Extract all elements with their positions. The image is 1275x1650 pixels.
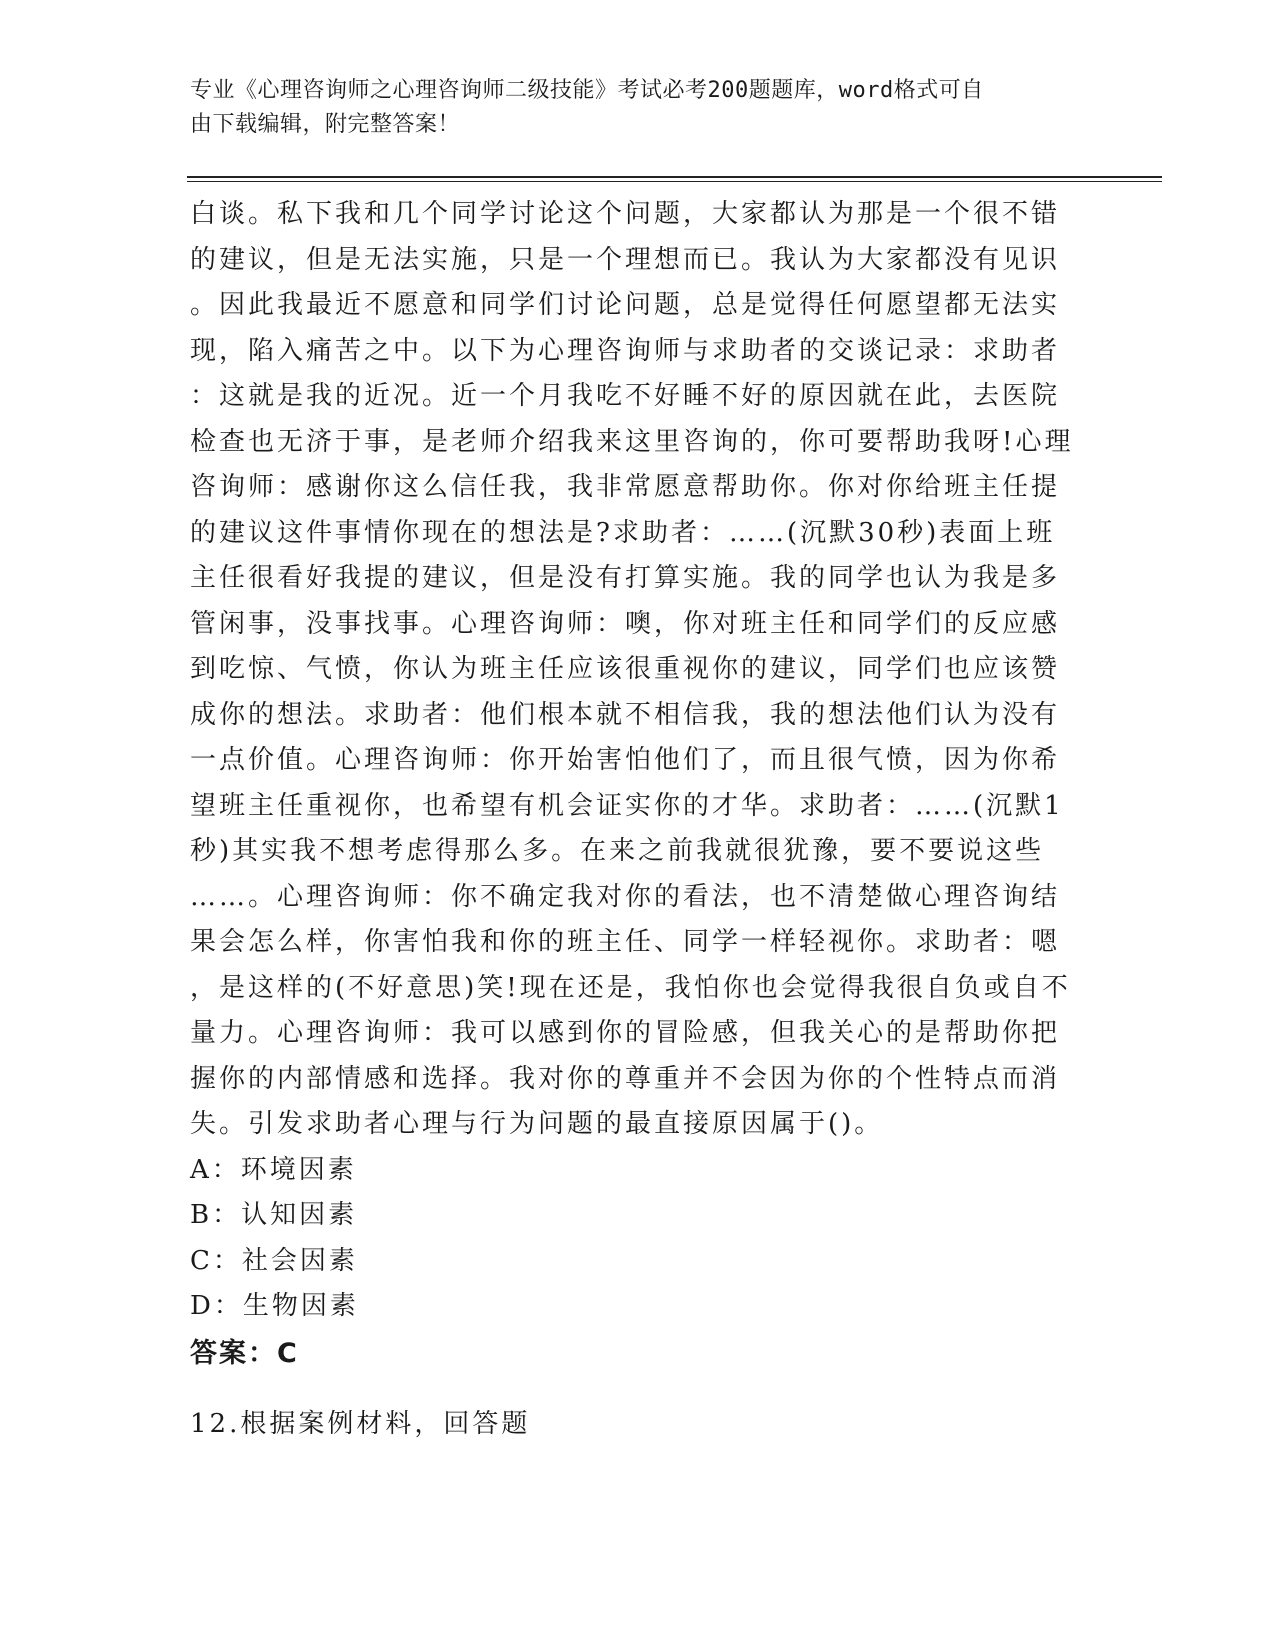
- body-line: 管闲事，没事找事。心理咨询师：噢，你对班主任和同学们的反应感: [190, 608, 1061, 639]
- option-d: D：生物因素: [190, 1291, 359, 1321]
- body-line: 检查也无济于事，是老师介绍我来这里咨询的，你可要帮助我呀!心理: [190, 426, 1074, 457]
- body-line: 。因此我最近不愿意和同学们讨论问题，总是觉得任何愿望都无法实: [190, 290, 1061, 320]
- body-line: 望班主任重视你，也希望有机会证实你的才华。求助者：……(沉默1: [190, 790, 1064, 821]
- body-line: 成你的想法。求助者：他们根本就不相信我，我的想法他们认为没有: [190, 699, 1061, 730]
- body-line: ：这就是我的近况。近一个月我吃不好睡不好的原因就在此，去医院: [190, 381, 1061, 411]
- page-header: [190, 74, 1070, 142]
- body-line: 白谈。私下我和几个同学讨论这个问题，大家都认为那是一个很不错: [190, 199, 1061, 229]
- body-line: 现，陷入痛苦之中。以下为心理咨询师与求助者的交谈记录：求助者: [190, 335, 1061, 366]
- question-content: [190, 192, 1090, 1378]
- body-line: ……。心理咨询师：你不确定我对你的看法，也不清楚做心理咨询结: [190, 881, 1061, 912]
- body-line: 量力。心理咨询师：我可以感到你的冒险感，但我关心的是帮助你把: [190, 1018, 1061, 1048]
- header-divider: [187, 176, 1162, 182]
- body-line: 到吃惊、气愤，你认为班主任应该很重视你的建议，同学们也应该赞: [190, 654, 1061, 684]
- body-line: 的建议，但是无法实施，只是一个理想而已。我认为大家都没有见识: [190, 244, 1061, 275]
- body-line: 秒)其实我不想考虑得那么多。在来之前我就很犹豫，要不要说这些: [190, 836, 1045, 866]
- body-line: 失。引发求助者心理与行为问题的最直接原因属于()。: [190, 1109, 884, 1139]
- body-line: 一点价值。心理咨询师：你开始害怕他们了，而且很气愤，因为你希: [190, 745, 1061, 775]
- next-question-title: 12.根据案例材料，回答题: [190, 1409, 531, 1439]
- option-c: C：社会因素: [190, 1245, 358, 1276]
- body-line: 握你的内部情感和选择。我对你的尊重并不会因为你的个性特点而消: [190, 1063, 1061, 1094]
- body-line: 主任很看好我提的建议，但是没有打算实施。我的同学也认为我是多: [190, 563, 1061, 593]
- body-line: 果会怎么样，你害怕我和你的班主任、同学一样轻视你。求助者：嗯: [190, 927, 1061, 957]
- header-line-2: 由下载编辑，附完整答案！: [190, 112, 461, 137]
- option-b: B：认知因素: [190, 1200, 358, 1230]
- body-line: 咨询师：感谢你这么信任我，我非常愿意帮助你。你对你给班主任提: [190, 472, 1061, 502]
- body-line: 的建议这件事情你现在的想法是?求助者：……(沉默30秒)表面上班: [190, 517, 1056, 548]
- answer: 答案：C: [190, 1337, 299, 1369]
- option-a: A：环境因素: [190, 1154, 357, 1185]
- body-line: ，是这样的(不好意思)笑!现在还是，我怕你也会觉得我很自负或自不: [190, 972, 1071, 1003]
- header-line-1: 专业《心理咨询师之心理咨询师二级技能》考试必考200题题库，word格式可自: [190, 78, 984, 103]
